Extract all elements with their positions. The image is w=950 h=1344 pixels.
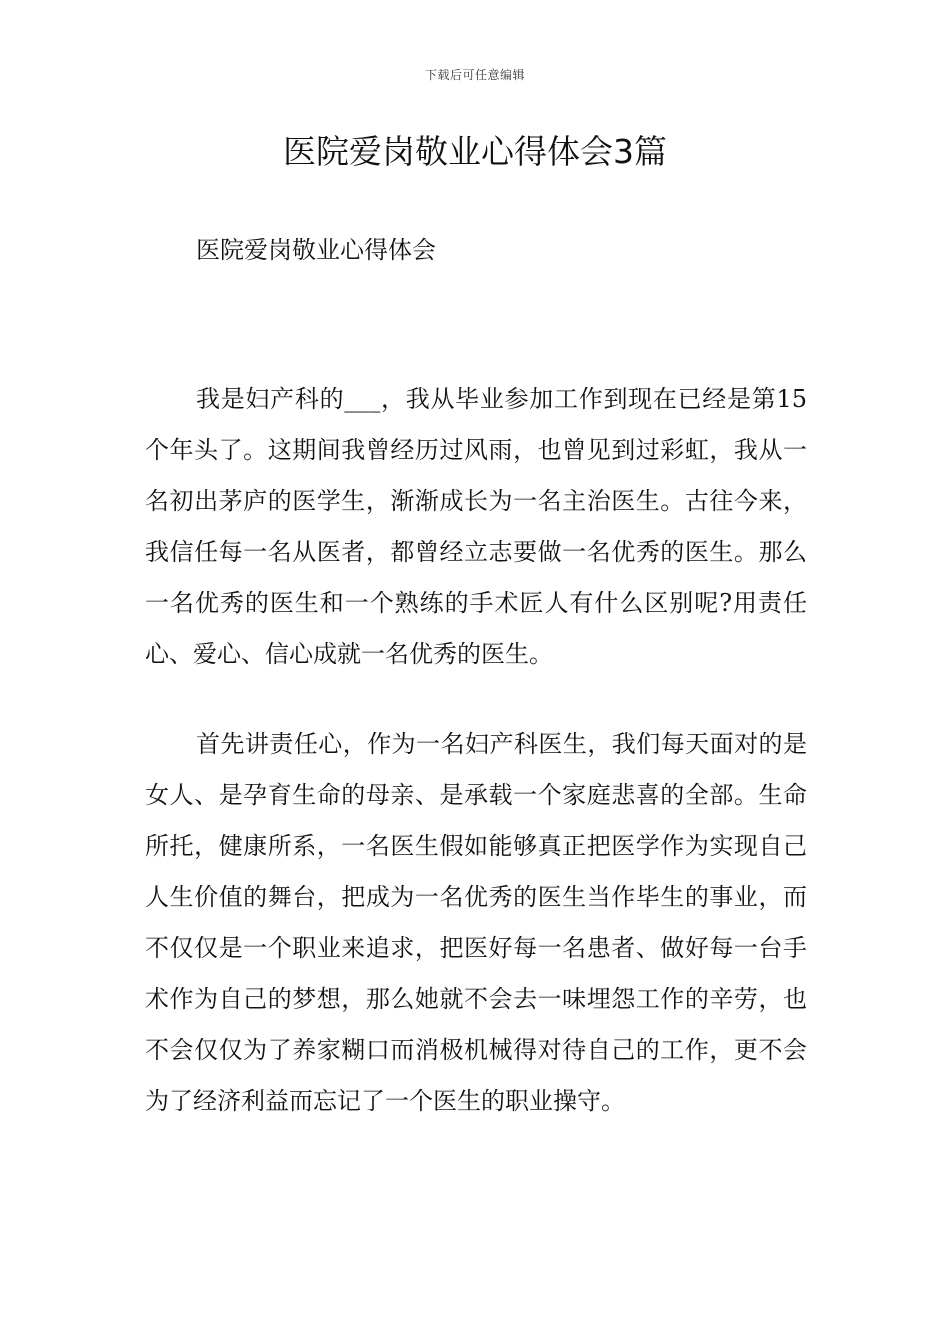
body-paragraph-2: 首先讲责任心，作为一名妇产科医生，我们每天面对的是女人、是孕育生命的母亲、是承载一个家庭悲喜的全部。生命所托，健康所系，一名医生假如能够真正把医学作为实现自己人生价值的舞台，把成为一名优秀的医生当作毕生的事业，而不仅仅是一个职业来追求，把医好每一名患者、做好每一台手术作为自己的梦想，那么她就不会去一味埋怨工作的辛劳，也不会仅仅为了养家糊口而消极机械得对待自己的工作，更不会为了经济利益而忘记了一个医生的职业操守。 [145, 730, 807, 1115]
header-note: 下载后可任意编辑 [424, 68, 525, 82]
body-paragraph-1: 我是妇产科的___，我从毕业参加工作到现在已经是第15个年头了。这期间我曾经历过风雨，也曾见到过彩虹，我从一名初出茅庐的医学生，渐渐成长为一名主治医生。古往今来，我信任每一名从医者，都曾经立志要做一名优秀的医生。那么一名优秀的医生和一个熟练的手术匠人有什么区别呢?用责任心、爱心、信心成就一名优秀的医生。 [145, 385, 807, 668]
document-title: 医院爱岗敬业心得体会3篇 [283, 132, 667, 171]
section-heading: 医院爱岗敬业心得体会 [196, 236, 436, 264]
